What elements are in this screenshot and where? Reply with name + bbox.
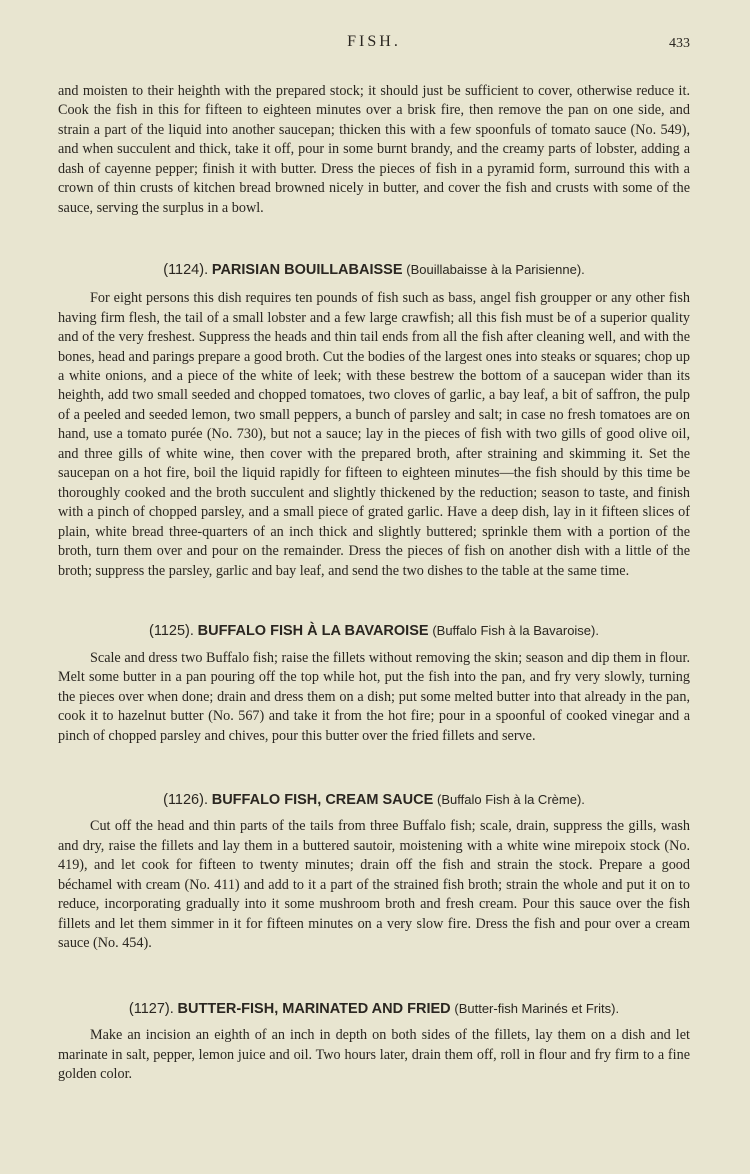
recipe-number: (1125). — [149, 622, 194, 639]
recipe-french-title: (Buffalo Fish à la Crème). — [437, 792, 585, 808]
recipe-body-1124: For eight persons this dish requires ten pounds of fish such as bass, angel fish groupper or any other fish having firm flesh, the tail of a small lobster and a few large crawfish; all this fish must be of a superior quality and of the very freshest. Suppress the heads and thin tail ends from all the fish after cleaning well, and with the bones, head and parings prepare a good broth. Cut the bodies of the largest ones into steaks or squares; chop up a white onions, and a piece of the white of leek; with these bestrew the bottom of a saucepan wider than its heighth, add two small seeded and chopped tomatoes, two cloves of garlic, a bay leaf, a bit of saffron, the pulp of a peeled and seeded lemon, two small peppers, a bunch of parsley and salt; in case no fresh tomatoes are on hand, use a tomato purée (No. 730), but not a sauce; lay in the pieces of fish with two gills of good olive oil, and three gills of white wine, then cover with the prepared broth, after straining and skimming it. Set the saucepan on a hot fire, boil the liquid rapidly for fifteen to eighteen minutes—the fish should by this time be thoroughly cooked and the broth succulent and slightly thickened by the reduction; season to taste, and finish with a pinch of chopped parsley, and a small piece of grated garlic. Have a deep dish, lay in it fifteen slices of plain, white bread three-quarters of an inch thick and slightly buttered; sprinkle them with a portion of the broth, turn them over and pour on the remainder. Dress the pieces of fish on another dish with a little of the broth; suppress the parsley, garlic and bay leaf, and send the two dishes to the table at the same time. — [58, 290, 690, 579]
recipe-title: BUTTER-FISH, MARINATED AND FRIED — [177, 1001, 451, 1018]
page-number: 433 — [669, 36, 690, 51]
recipe-french-title: (Bouillabaisse à la Parisienne). — [406, 262, 585, 278]
recipe-french-title: (Buffalo Fish à la Bavaroise). — [432, 622, 599, 638]
recipe-number: (1124). — [163, 262, 209, 279]
recipe-heading-1127 — [58, 999, 690, 1019]
recipe-heading-1125 — [58, 621, 690, 641]
recipe-french-title: (Butter-fish Marinés et Frits). — [454, 1001, 620, 1017]
continuation-paragraph: and moisten to their heighth with the prepared stock; it should just be sufficient to cover, otherwise reduce it. Cook the fish in this for fifteen to eighteen minutes over a brisk fire, then remove the pan on one side, and strain a part of the liquid into another saucepan; thicken this with a few spoonfuls of tomato sauce (No. 549), and when succulent and thick, take it off, pour in some burnt brandy, and the creamy parts of lobster, adding a dash of cayenne pepper; finish it with butter. Dress the pieces of fish in a pyramid form, surround this with a crown of thin crusts of kitchen bread browned nicely in butter, and cover the fish and crusts with some of the sauce, serving the surplus in a bowl. — [58, 83, 690, 216]
recipe-heading-1124 — [58, 260, 690, 280]
recipe-number: (1127). — [128, 1001, 174, 1018]
recipe-title: PARISIAN BOUILLABAISSE — [211, 262, 403, 279]
recipe-heading-1126 — [58, 790, 690, 810]
recipe-number: (1126). — [163, 792, 208, 809]
page-header — [58, 0, 690, 58]
running-title: FISH. — [347, 33, 401, 50]
recipe-title: BUFFALO FISH À LA BAVAROISE — [197, 622, 429, 639]
recipe-title: BUFFALO FISH, CREAM SAUCE — [211, 792, 434, 809]
recipe-body-1127: Make an incision an eighth of an inch in depth on both sides of the fillets, lay them on a dish and let marinate in salt, pepper, lemon juice and oil. Two hours later, drain them off, roll in flour and fry firm to a fine golden color. — [58, 1027, 690, 1083]
recipe-body-1126: Cut off the head and thin parts of the tails from three Buffalo fish; scale, drain, suppress the gills, wash and dry, raise the fillets and lay them in a buttered sautoir, moistening with a white wine mirepoix stock (No. 419), and let cook for fifteen to twenty minutes; drain off the fish and strain the stock. Prepare a good béchamel with cream (No. 411) and add to it a part of the strained fish broth; strain the whole and put it on to reduce, incorporating gradually into it some mushroom broth and fresh cream. Pour this sauce over the fish fillets and let them simmer in it for fifteen minutes on a very slow fire. Dress the fish and pour over a cream sauce (No. 454). — [58, 818, 690, 951]
recipe-body-1125: Scale and dress two Buffalo fish; raise the fillets without removing the skin; season and dip them in flour. Melt some butter in a pan pouring off the top while hot, put the fish into the pan, and fry very slowly, turning the pieces over when done; drain and dress them on a dish; put some melted butter into that already in the pan, cook it to hazelnut butter (No. 567) and take it from the hot fire; pour in a spoonful of cooked vinegar and a pinch of chopped parsley and chives, pour this butter over the fried fillets and serve. — [58, 649, 690, 744]
